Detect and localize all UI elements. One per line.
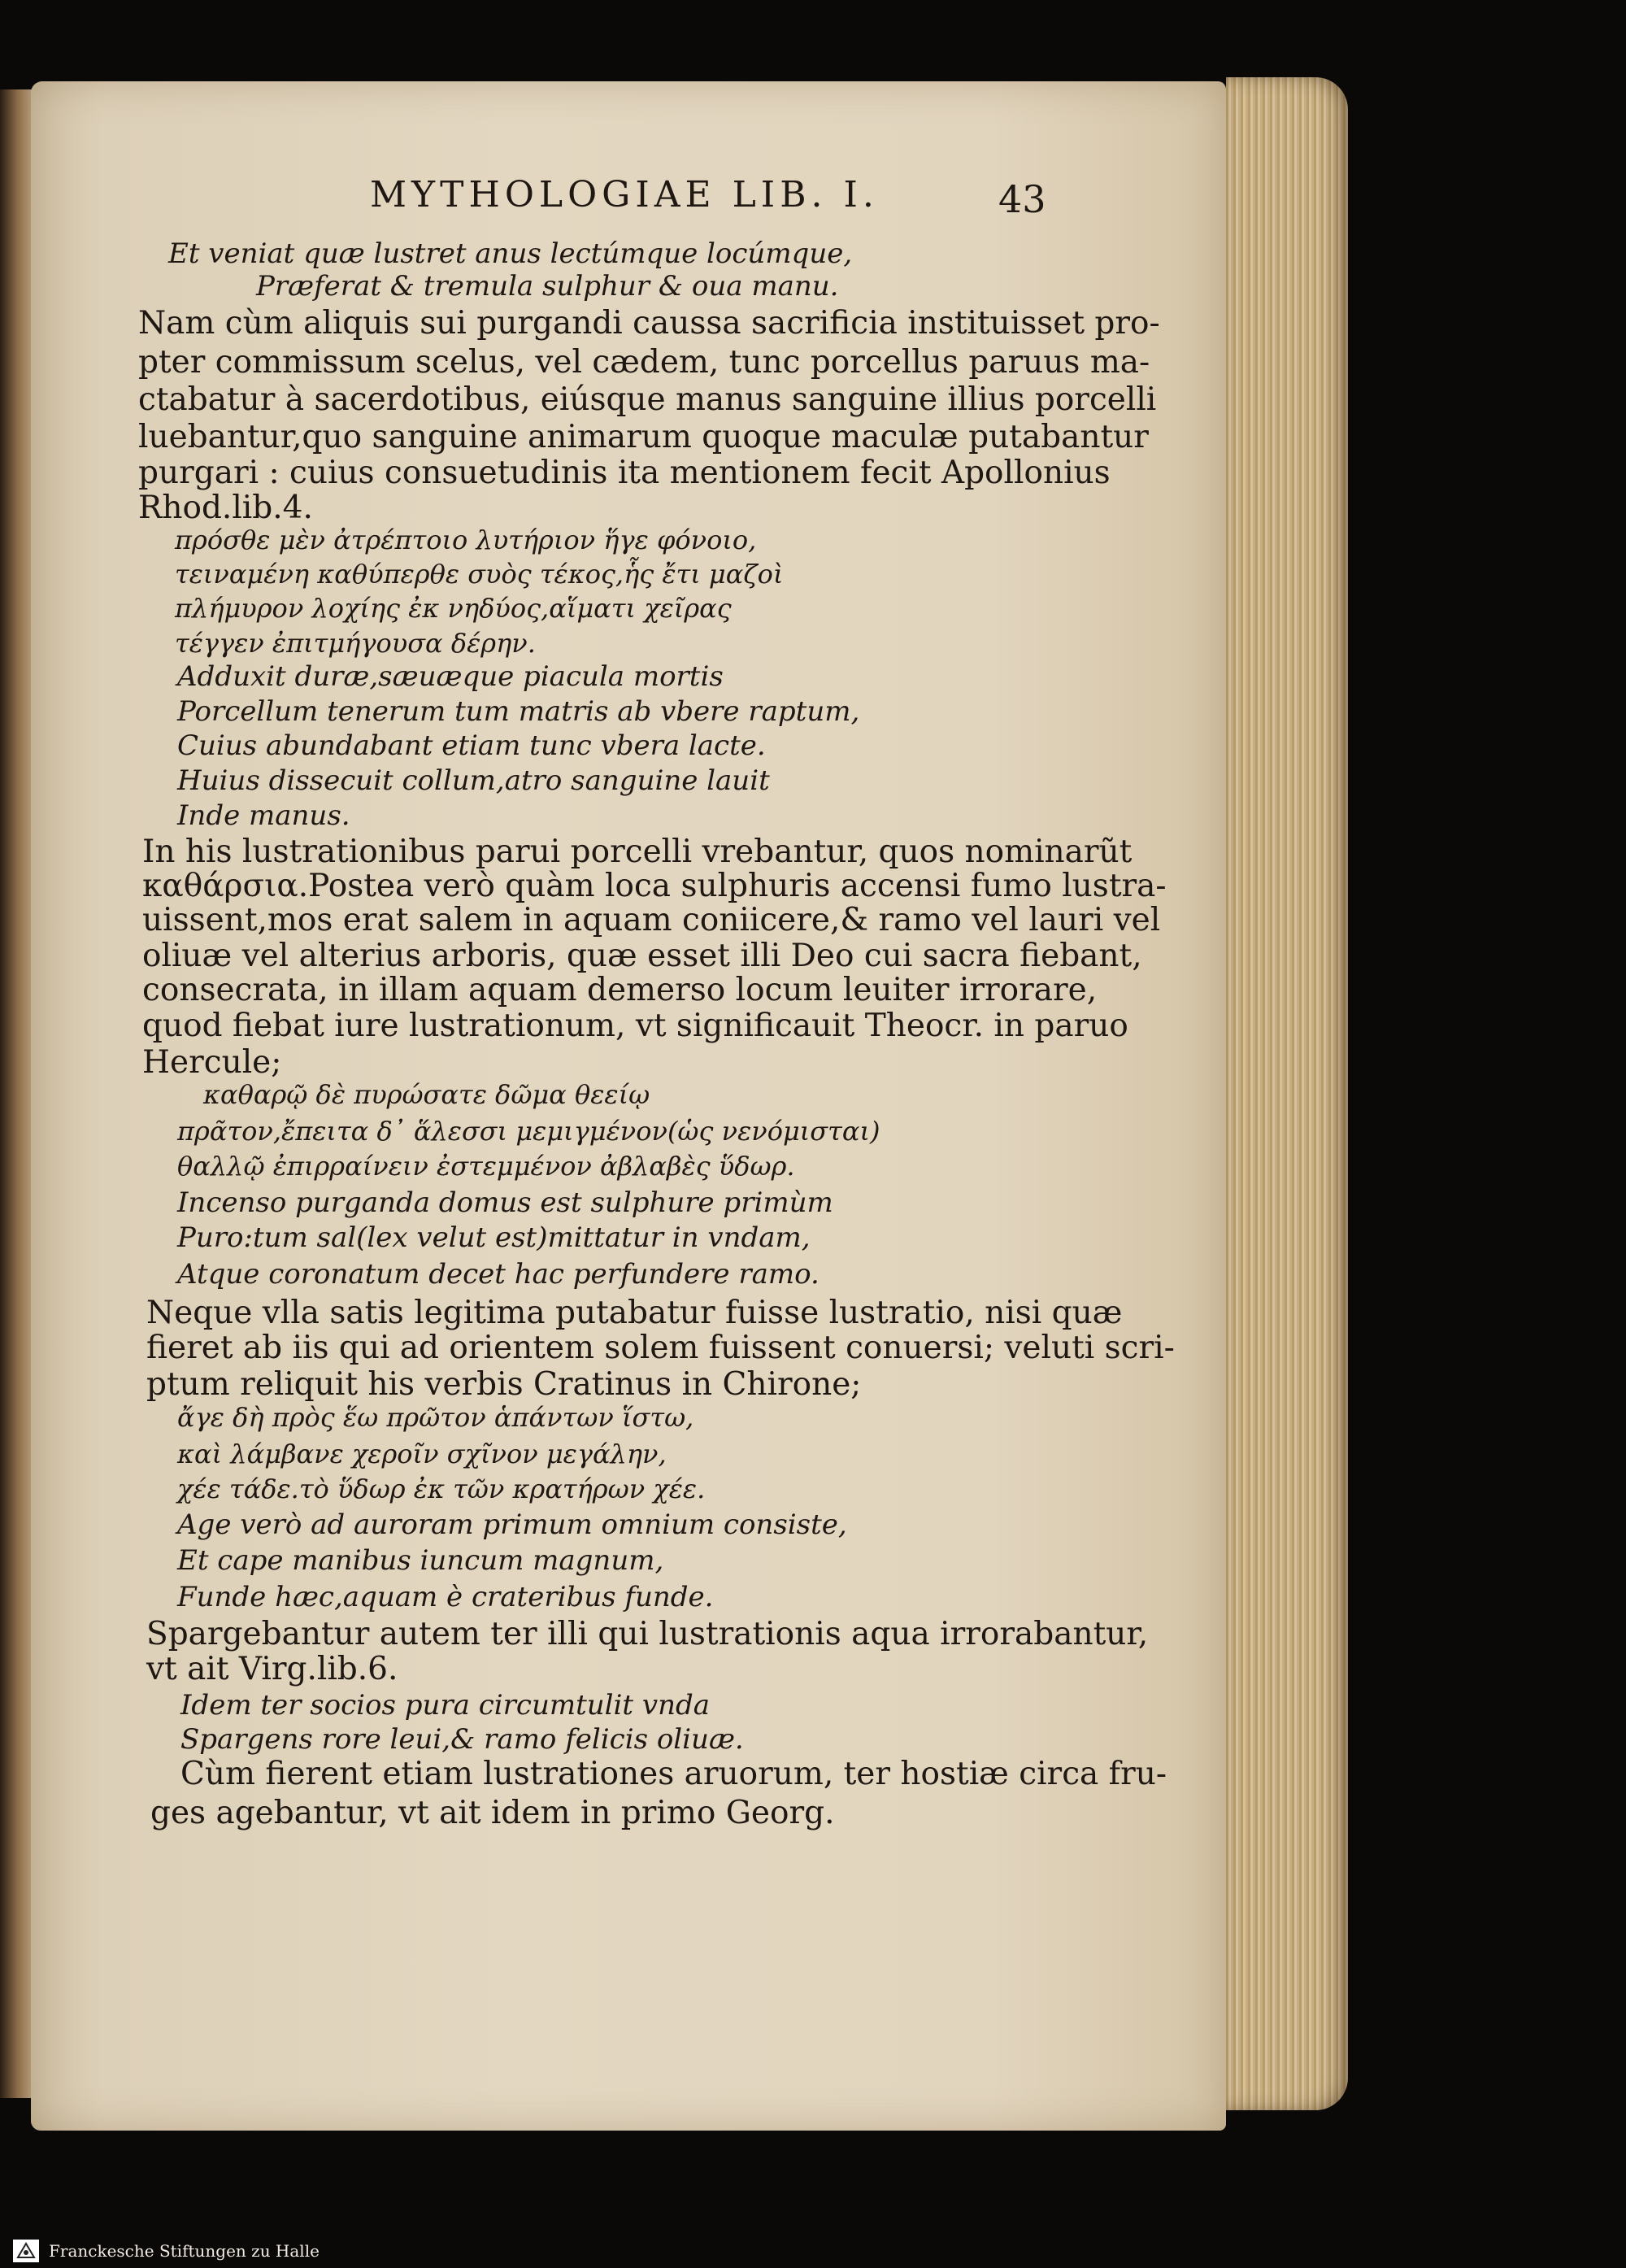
text-line: consecrata, in illam aquam demerso locum leuiter irrorare, <box>142 972 1098 1008</box>
text-line: purgari : cuius consuetudinis ita mentionem fecit Apollonius <box>138 455 1111 491</box>
text-line: Adduxit duræ,sæuæque piacula mortis <box>177 660 724 693</box>
text-line: Et cape manibus iuncum magnum, <box>177 1544 664 1577</box>
text-line: vt ait Virg.lib.6. <box>146 1651 398 1687</box>
text-line: πλήμυρον λοχίης ἐκ νηδύος,αἵματι χεῖρας <box>175 593 732 624</box>
text-line: Age verò ad auroram primum omnium consiste, <box>177 1508 847 1541</box>
text-line: καθαρῷ δὲ πυρώσατε δῶμα θεείῳ <box>203 1079 650 1110</box>
text-line: Spargens rore leui,& ramo felicis oliuæ. <box>180 1723 744 1756</box>
text-line: Atque coronatum decet hac perfundere ramo. <box>177 1258 820 1291</box>
text-line: ptum reliquit his verbis Cratinus in Chirone; <box>146 1366 862 1403</box>
text-line: καὶ λάμβανε χεροῖν σχῖνον μεγάλην, <box>177 1439 667 1469</box>
page-number: 43 <box>998 177 1046 221</box>
running-head: MYTHOLOGIAE LIB. I. <box>370 174 879 215</box>
text-line: fieret ab iis qui ad orientem solem fuissent conuersi; veluti scri- <box>146 1330 1175 1366</box>
text-line: Præferat & tremula sulphur & oua manu. <box>256 270 839 303</box>
text-line: Rhod.lib.4. <box>138 490 313 526</box>
text-line: Funde hæc,aquam è crateribus funde. <box>177 1581 714 1613</box>
text-line: In his lustrationibus parui porcelli vrebantur, quos nominarũt <box>142 834 1133 870</box>
text-line: Cuius abundabant etiam tunc vbera lacte. <box>177 729 766 762</box>
text-line: ctabatur à sacerdotibus, eiúsque manus sanguine illius porcelli <box>138 381 1157 418</box>
text-line: Hercule; <box>142 1044 282 1081</box>
text-line: πρόσθε μὲν ἀτρέπτοιο λυτήριον ἥγε φόνοιο, <box>175 525 757 555</box>
text-line: oliuæ vel alterius arboris, quæ esset illi Deo cui sacra fiebant, <box>142 938 1142 974</box>
text-line: θαλλῷ ἐπιρραίνειν ἐστεμμένον ἀβλαβὲς ὕδωρ. <box>177 1151 795 1182</box>
text-line: Porcellum tenerum tum matris ab vbere raptum, <box>177 695 860 728</box>
text-line: pter commissum scelus, vel cædem, tunc porcellus paruus ma- <box>138 344 1150 381</box>
text-line: Huius dissecuit collum,atro sanguine lauit <box>177 764 770 797</box>
foundation-seal-icon <box>11 2238 41 2264</box>
text-line: χέε τάδε.τὸ ὕδωρ ἐκ τῶν κρατήρων χέε. <box>177 1474 706 1504</box>
text-line: Puro:tum sal(lex velut est)mittatur in vndam, <box>177 1221 811 1254</box>
text-line: uissent,mos erat salem in aquam coniicere,& ramo vel lauri vel <box>142 902 1161 938</box>
text-line: τειναμένη καθύπερθε συὸς τέκος,ἧς ἔτι μαζοὶ <box>175 559 784 590</box>
text-line: ges agebantur, vt ait idem in primo Georg. <box>150 1795 835 1831</box>
text-line: πρᾶτον,ἔπειτα δ᾽ ἅλεσσι μεμιγμένον(ὡς νενόμισται) <box>177 1116 880 1147</box>
text-line: Incenso purganda domus est sulphure primùm <box>177 1186 833 1219</box>
text-line: καθάρσια.Postea verò quàm loca sulphuris accensi fumo lustra- <box>142 868 1167 904</box>
text-line: luebantur,quo sanguine animarum quoque maculæ putabantur <box>138 419 1149 455</box>
text-line: Cùm fierent etiam lustrationes aruorum, ter hostiæ circa fru- <box>180 1756 1167 1792</box>
text-line: τέγγεν ἐπιτμήγουσα δέρην. <box>175 628 536 659</box>
text-line: Idem ter socios pura circumtulit vnda <box>180 1689 711 1722</box>
text-line: Inde manus. <box>177 799 350 832</box>
text-line: quod fiebat iure lustrationum, vt significauit Theocr. in paruo <box>142 1008 1128 1044</box>
text-line: ἄγε δὴ πρὸς ἕω πρῶτον ἁπάντων ἵστω, <box>177 1402 694 1433</box>
institution-label: Franckesche Stiftungen zu Halle <box>49 2241 320 2261</box>
text-line: Neque vlla satis legitima putabatur fuisse lustratio, nisi quæ <box>146 1295 1123 1331</box>
text-line: Spargebantur autem ter illi qui lustrationis aqua irrorabantur, <box>146 1616 1149 1652</box>
text-line: Et veniat quæ lustret anus lectúmque locúmque, <box>168 237 853 270</box>
text-line: Nam cùm aliquis sui purgandi caussa sacrificia instituisset pro- <box>138 305 1160 342</box>
